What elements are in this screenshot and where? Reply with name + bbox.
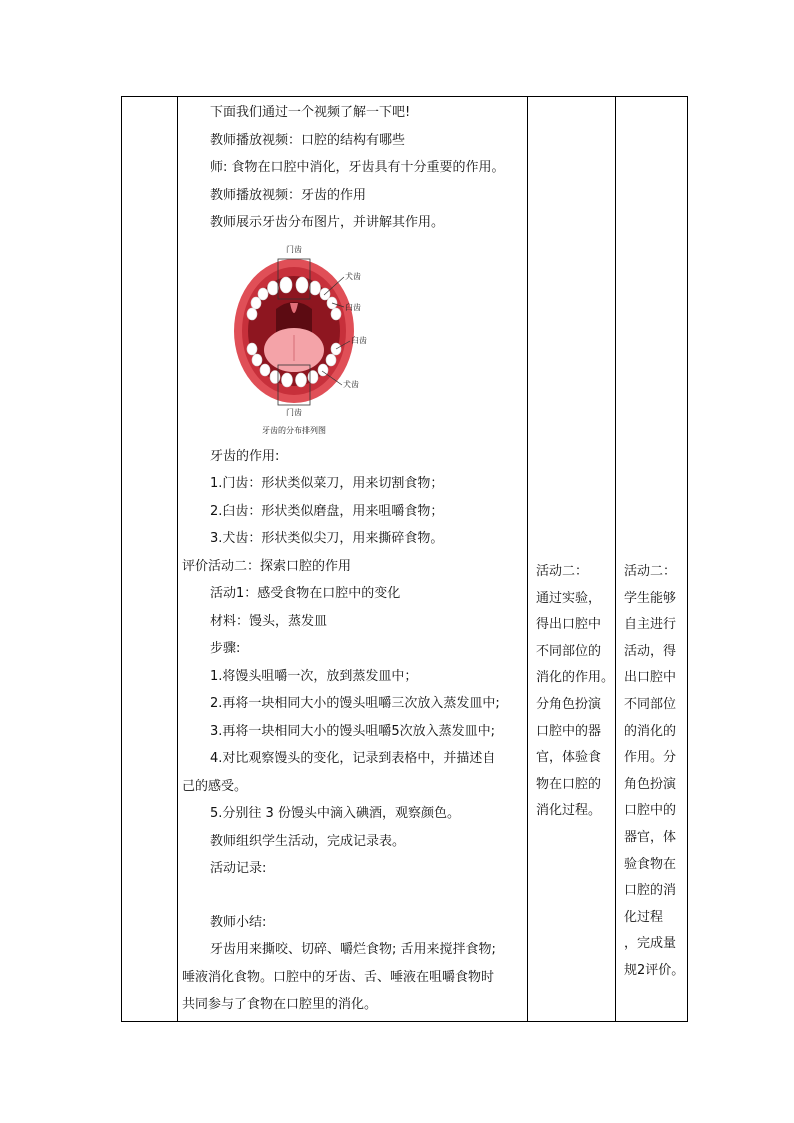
label-molar-upper: 臼齿 bbox=[345, 302, 361, 312]
teeth-function-item: 2.臼齿：形状类似磨盘，用来咀嚼食物； bbox=[210, 503, 444, 519]
evaluation-line: 角色扮演 bbox=[624, 776, 677, 792]
activity-line: 步骤: bbox=[210, 641, 241, 656]
blank-space bbox=[182, 883, 524, 909]
design-intent-line: 通过实验， bbox=[536, 590, 602, 606]
step-line: 3.再将一块相同大小的馒头咀嚼5次放入蒸发皿中; bbox=[210, 723, 496, 739]
label-molar-lower: 臼齿 bbox=[351, 335, 367, 345]
activity-line: 材料：馒头，蒸发皿 bbox=[210, 613, 328, 629]
evaluation-line: 活动二： bbox=[624, 564, 677, 579]
design-intent-line: 得出口腔中 bbox=[536, 617, 602, 633]
text-line: 教师组织学生活动，完成记录表。 bbox=[210, 833, 406, 849]
evaluation-line: ，完成量 bbox=[624, 936, 677, 952]
step-line: 1.将馒头咀嚼一次，放到蒸发皿中； bbox=[210, 668, 418, 684]
evaluation-activity-title: 评价活动二：探索口腔的作用 bbox=[182, 558, 352, 574]
evaluation-line: 口腔中的 bbox=[624, 803, 677, 819]
evaluation-line: 规2评价。 bbox=[624, 962, 685, 978]
label-canine-lower: 犬齿 bbox=[343, 379, 359, 389]
evaluation-cell bbox=[616, 97, 689, 1021]
evaluation-line: 活动，得 bbox=[624, 643, 677, 659]
label-canine-upper: 犬齿 bbox=[345, 271, 361, 281]
text-line: 师: 食物在口腔中消化，牙齿具有十分重要的作用。 bbox=[210, 160, 505, 175]
evaluation-line: 学生能够 bbox=[624, 590, 677, 606]
activity-record-label: 活动记录: bbox=[210, 861, 267, 876]
evaluation-line: 自主进行 bbox=[624, 617, 677, 633]
summary-title: 教师小结: bbox=[210, 914, 267, 930]
design-intent-line: 口腔中的器 bbox=[536, 723, 602, 739]
teeth-function-item: 1.门齿：形状类似菜刀，用来切割食物； bbox=[210, 476, 444, 491]
text-line: 教师播放视频：口腔的结构有哪些 bbox=[210, 132, 406, 148]
lesson-table bbox=[121, 96, 688, 1022]
figure-caption: 牙齿的分布排列图 bbox=[262, 425, 326, 435]
label-incisor-bottom: 门齿 bbox=[286, 407, 302, 417]
evaluation-line: 验食物在 bbox=[624, 856, 677, 872]
mouth-teeth-illustration bbox=[232, 237, 412, 437]
activity-line: 活动1：感受食物在口腔中的变化 bbox=[210, 586, 401, 601]
design-intent-line: 消化过程。 bbox=[536, 803, 602, 819]
design-intent-line: 物在口腔的 bbox=[536, 776, 602, 792]
evaluation-line: 不同部位 bbox=[624, 696, 677, 712]
teeth-function-item: 3.犬齿：形状类似尖刀，用来撕碎食物。 bbox=[210, 531, 444, 546]
design-intent-cell bbox=[528, 97, 616, 1021]
summary-line: 共同参与了食物在口腔里的消化。 bbox=[182, 997, 378, 1012]
evaluation-line: 的消化的 bbox=[624, 723, 677, 739]
evaluation-line: 作用。分 bbox=[624, 750, 677, 766]
design-intent-line: 活动二： bbox=[536, 564, 589, 579]
step-line: 4.对比观察馒头的变化，记录到表格中，并描述自 bbox=[210, 751, 496, 766]
text-line: 教师展示牙齿分布图片，并讲解其作用。 bbox=[210, 215, 445, 230]
text-line: 下面我们通过一个视频了解一下吧! bbox=[210, 105, 411, 120]
teeth-function-title: 牙齿的作用: bbox=[210, 448, 280, 464]
evaluation-line: 口腔的消 bbox=[624, 883, 677, 899]
teaching-process-cell bbox=[178, 97, 528, 1021]
label-incisor-top: 门齿 bbox=[286, 244, 302, 254]
step-line-continued: 己的感受。 bbox=[182, 778, 248, 794]
step-line: 5.分别往 3 份馒头中滴入碘酒，观察颜色。 bbox=[210, 806, 460, 821]
evaluation-line: 器官，体 bbox=[624, 829, 677, 845]
design-intent-line: 消化的作用。 bbox=[536, 670, 615, 686]
summary-line: 牙齿用来撕咬、切碎、嚼烂食物; 舌用来搅拌食物; bbox=[210, 942, 496, 957]
design-intent-line: 不同部位的 bbox=[536, 643, 602, 659]
evaluation-line: 出口腔中 bbox=[624, 670, 677, 686]
step-line: 2.再将一块相同大小的馒头咀嚼三次放入蒸发皿中; bbox=[210, 696, 500, 711]
evaluation-line: 化过程 bbox=[624, 909, 664, 925]
design-intent-line: 官，体验食 bbox=[536, 750, 602, 766]
text-line: 教师播放视频：牙齿的作用 bbox=[210, 187, 367, 203]
teeth-diagram bbox=[182, 237, 524, 443]
summary-line: 唾液消化食物。口腔中的牙齿、舌、唾液在咀嚼食物时 bbox=[182, 969, 495, 985]
design-intent-line: 分角色扮演 bbox=[536, 696, 602, 712]
